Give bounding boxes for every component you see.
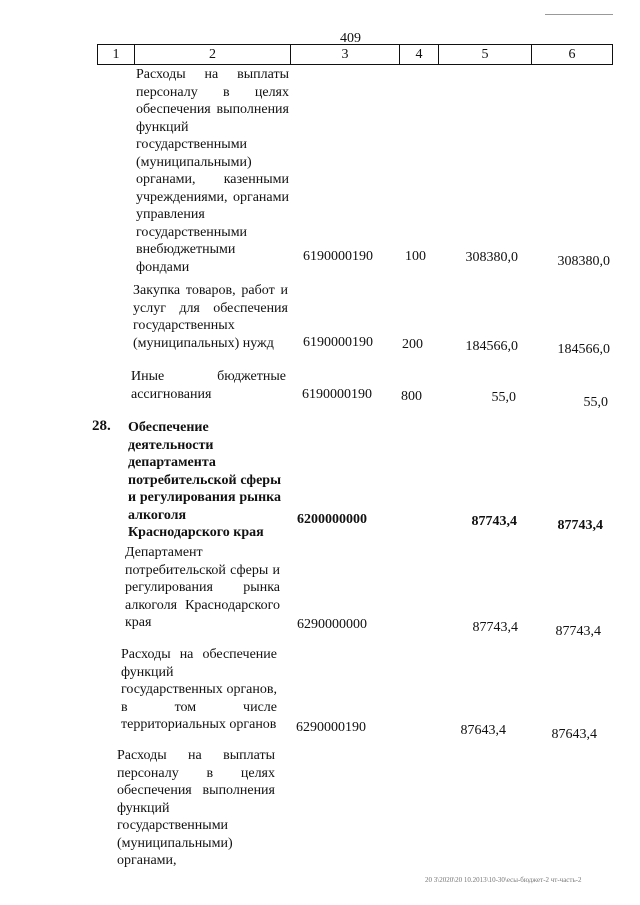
row-value-col5: 87643,4	[460, 723, 506, 738]
row-value-col6: 87643,4	[551, 727, 597, 742]
row-description: Расходы на выплаты персоналу в целях обеспечения выполнения функций государственными (муниципальными) органами,	[117, 748, 275, 868]
column-header-5: 5	[438, 44, 532, 65]
row-code: 6200000000	[297, 512, 367, 527]
column-header-4: 4	[399, 44, 439, 65]
row-value-col5: 184566,0	[465, 339, 518, 354]
row-type: 100	[405, 249, 426, 264]
row-description: Расходы на выплаты персоналу в целях обеспечения выполнения функций государственными (муниципальными) органами, казенными учреждениями, органами управления государственными внебюджетными фондами	[136, 67, 289, 275]
row-code: 6290000000	[297, 617, 367, 632]
row-description: Расходы на обеспечение функций государственных органов, в том числе территориальных органов	[121, 647, 277, 732]
row-description: Департамент потребительской сферы и регулирования рынка алкоголя Краснодарского края	[125, 545, 280, 630]
row-description: Закупка товаров, работ и услуг для обеспечения государственных (муниципальных) нужд	[133, 283, 288, 351]
column-header-6: 6	[531, 44, 613, 65]
column-header-2: 2	[134, 44, 291, 65]
row-code: 6290000190	[296, 720, 366, 735]
top-edge-line	[545, 14, 613, 15]
row-value-col6: 184566,0	[557, 342, 610, 357]
row-value-col5: 55,0	[491, 390, 516, 405]
row-description: Иные бюджетные ассигнования	[131, 369, 286, 402]
row-value-col6: 55,0	[583, 395, 608, 410]
row-type: 800	[401, 389, 422, 404]
column-header-1: 1	[97, 44, 135, 65]
row-code: 6190000190	[303, 249, 373, 264]
row-value-col6: 87743,4	[557, 518, 603, 533]
row-type: 200	[402, 337, 423, 352]
row-description: Обеспечение деятельности департамента потребительской сферы и регулирования рынка алкоголя Краснодарского края	[128, 420, 281, 540]
row-code: 6190000190	[303, 335, 373, 350]
row-value-col5: 87743,4	[472, 620, 518, 635]
row-value-col5: 87743,4	[471, 514, 517, 529]
row-number: 28.	[92, 418, 111, 434]
row-value-col6: 87743,4	[555, 624, 601, 639]
row-value-col6: 308380,0	[557, 254, 610, 269]
row-value-col5: 308380,0	[465, 250, 518, 265]
page-number: 409	[340, 31, 361, 46]
row-code: 6190000190	[302, 387, 372, 402]
footer-file-path: 20 3\2020\20 10.2013\10-30\есы-бюджет-2 чт-часть-2	[425, 876, 582, 884]
column-header-3: 3	[290, 44, 400, 65]
